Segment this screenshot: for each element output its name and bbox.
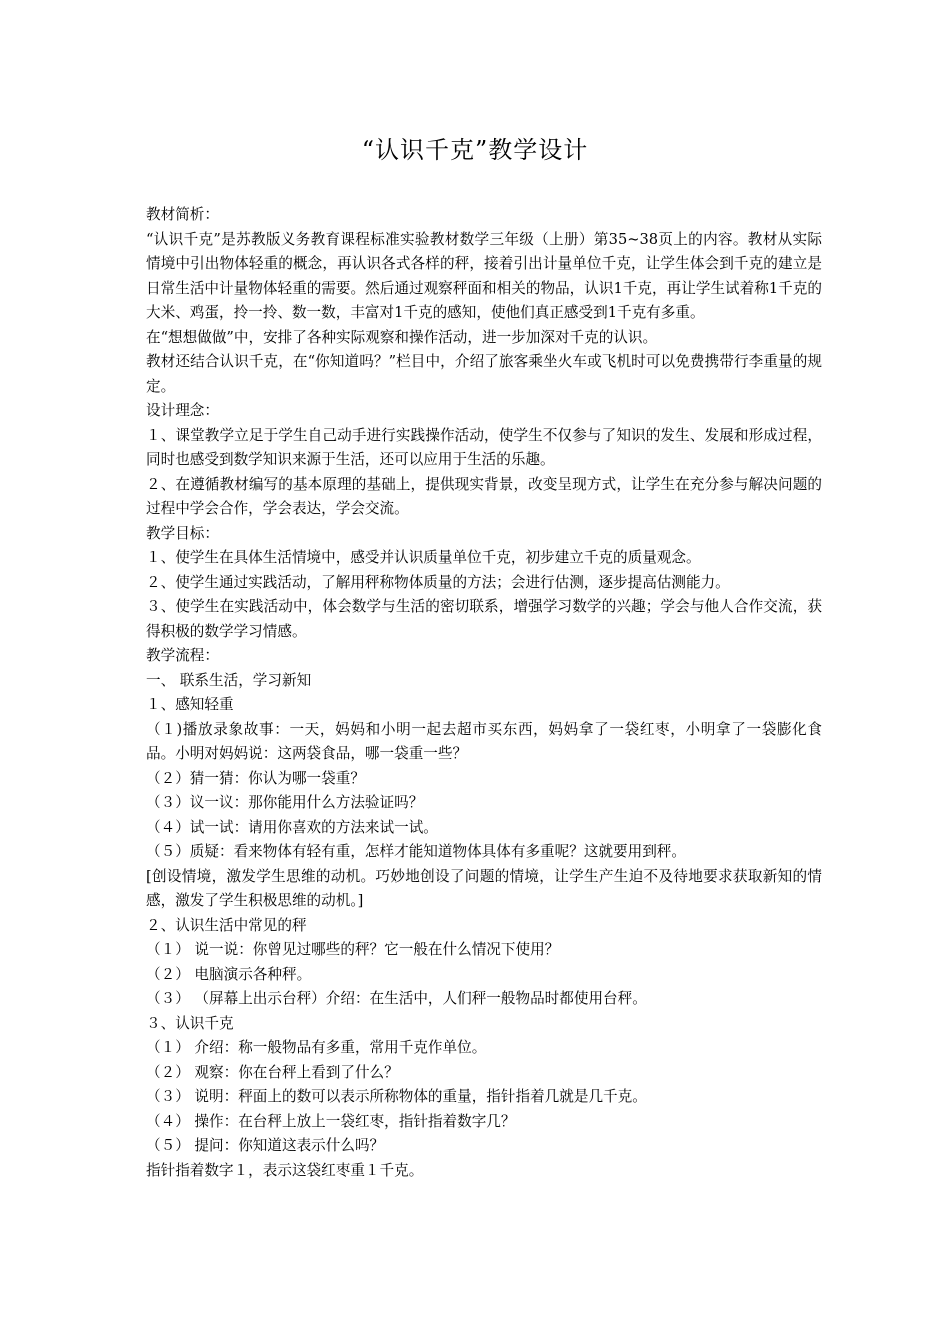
section-heading-teaching-process: 教学流程： (146, 647, 219, 664)
design-concept-item-1: １、课堂教学立足于学生自己动手进行实践操作活动，使学生不仅参与了知识的发生、发展和形成过程，同时也感受到数学知识来源于生活，还可以应用于生活的乐趣。 (146, 426, 822, 468)
step-1-commentary: [创设情境，激发学生思维的动机。巧妙地创设了问题的情境，让学生产生迫不及待地要求获取新知的情感，激发了学生积极思维的动机。] (146, 867, 822, 909)
step-1-item-2: （２）猜一猜：你认为哪一袋重？ (146, 769, 365, 787)
paragraph-textbook-description: “认识千克”是苏教版义务教育课程标准实验教材数学三年级（上册）第35~38页上的内容。教材从实际情境中引出物体轻重的概念，再认识各式各样的秤，接着引出计量单位千克，让学生体会到千克的建立是日常生活中计量物体轻重的需要。然后通过观察秤面和相关的物品，认识1千克，再让学生试着称1千克的大米、鸡蛋，拎一拎、数一数，丰富对1千克的感知，使他们真正感受到1千克有多重。 (146, 230, 822, 321)
step-1-item-5: （５）质疑：看来物体有轻有重，怎样才能知道物体具体有多重呢？这就要用到秤。 (146, 843, 686, 860)
design-concept-item-2: ２、在遵循教材编写的基本原理的基础上，提供现实背景，改变呈现方式，让学生在充分参与解决问题的过程中学会合作，学会表达，学会交流。 (146, 475, 822, 517)
step-3-item-3: （３） 说明：秤面上的数可以表示所称物体的重量，指针指着几就是几千克。 (146, 1088, 647, 1105)
process-part-1-heading: 一、 联系生活，学习新知 (146, 671, 312, 689)
step-2-item-1: （１） 说一说：你曾见过哪些的秤？它一般在什么情况下使用？ (146, 941, 560, 958)
step-3-item-1: （１） 介绍：称一般物品有多重，常用千克作单位。 (146, 1039, 487, 1056)
step-1-item-3: （３）议一议：那你能用什么方法验证吗？ (146, 794, 424, 811)
section-heading-teaching-goals: 教学目标： (146, 524, 219, 542)
section-heading-design-concept: 设计理念： (146, 402, 219, 419)
step-2-item-2: （２） 电脑演示各种秤。 (146, 965, 312, 983)
document-body (146, 203, 822, 1183)
step-3-conclusion: 指针指着数字１，表示这袋红枣重１千克。 (146, 1161, 424, 1179)
step-3-heading: ３、认识千克 (146, 1014, 234, 1032)
teaching-goal-item-1: １、使学生在具体生活情境中，感受并认识质量单位千克，初步建立千克的质量观念。 (146, 549, 701, 566)
step-1-heading: １、感知轻重 (146, 696, 234, 713)
teaching-goal-item-2: ２、使学生通过实践活动，了解用秤称物体质量的方法；会进行估测，逐步提高估测能力。 (146, 573, 730, 591)
step-1-item-4: （４）试一试：请用你喜欢的方法来试一试。 (146, 818, 438, 836)
section-heading-textbook-analysis: 教材简析： (146, 206, 219, 223)
step-2-item-3: （３） （屏幕上出示台秤）介绍：在生活中，人们秤一般物品时都使用台秤。 (146, 990, 647, 1007)
paragraph-did-you-know: 教材还结合认识千克，在“你知道吗？”栏目中，介绍了旅客乘坐火车或飞机时可以免费携带行李重量的规定。 (146, 353, 822, 395)
step-3-item-4: （４） 操作：在台秤上放上一袋红枣，指针指着数字几？ (146, 1112, 516, 1130)
step-1-item-1: （１)播放录象故事：一天，妈妈和小明一起去超市买东西，妈妈拿了一袋红枣，小明拿了一袋膨化食品。小明对妈妈说：这两袋食品，哪一袋重一些？ (146, 720, 822, 762)
step-3-item-2: （２） 观察：你在台秤上看到了什么？ (146, 1063, 399, 1081)
paragraph-think-and-do: 在“想想做做”中，安排了各种实际观察和操作活动，进一步加深对千克的认识。 (146, 328, 658, 346)
teaching-goal-item-3: ３、使学生在实践活动中，体会数学与生活的密切联系，增强学习数学的兴趣；学会与他人合作交流，获得积极的数学学习情感。 (146, 598, 822, 640)
step-3-item-5: （５） 提问：你知道这表示什么吗？ (146, 1137, 385, 1154)
document-title: “认识千克”教学设计 (361, 136, 589, 164)
step-2-heading: ２、认识生活中常见的秤 (146, 916, 307, 934)
